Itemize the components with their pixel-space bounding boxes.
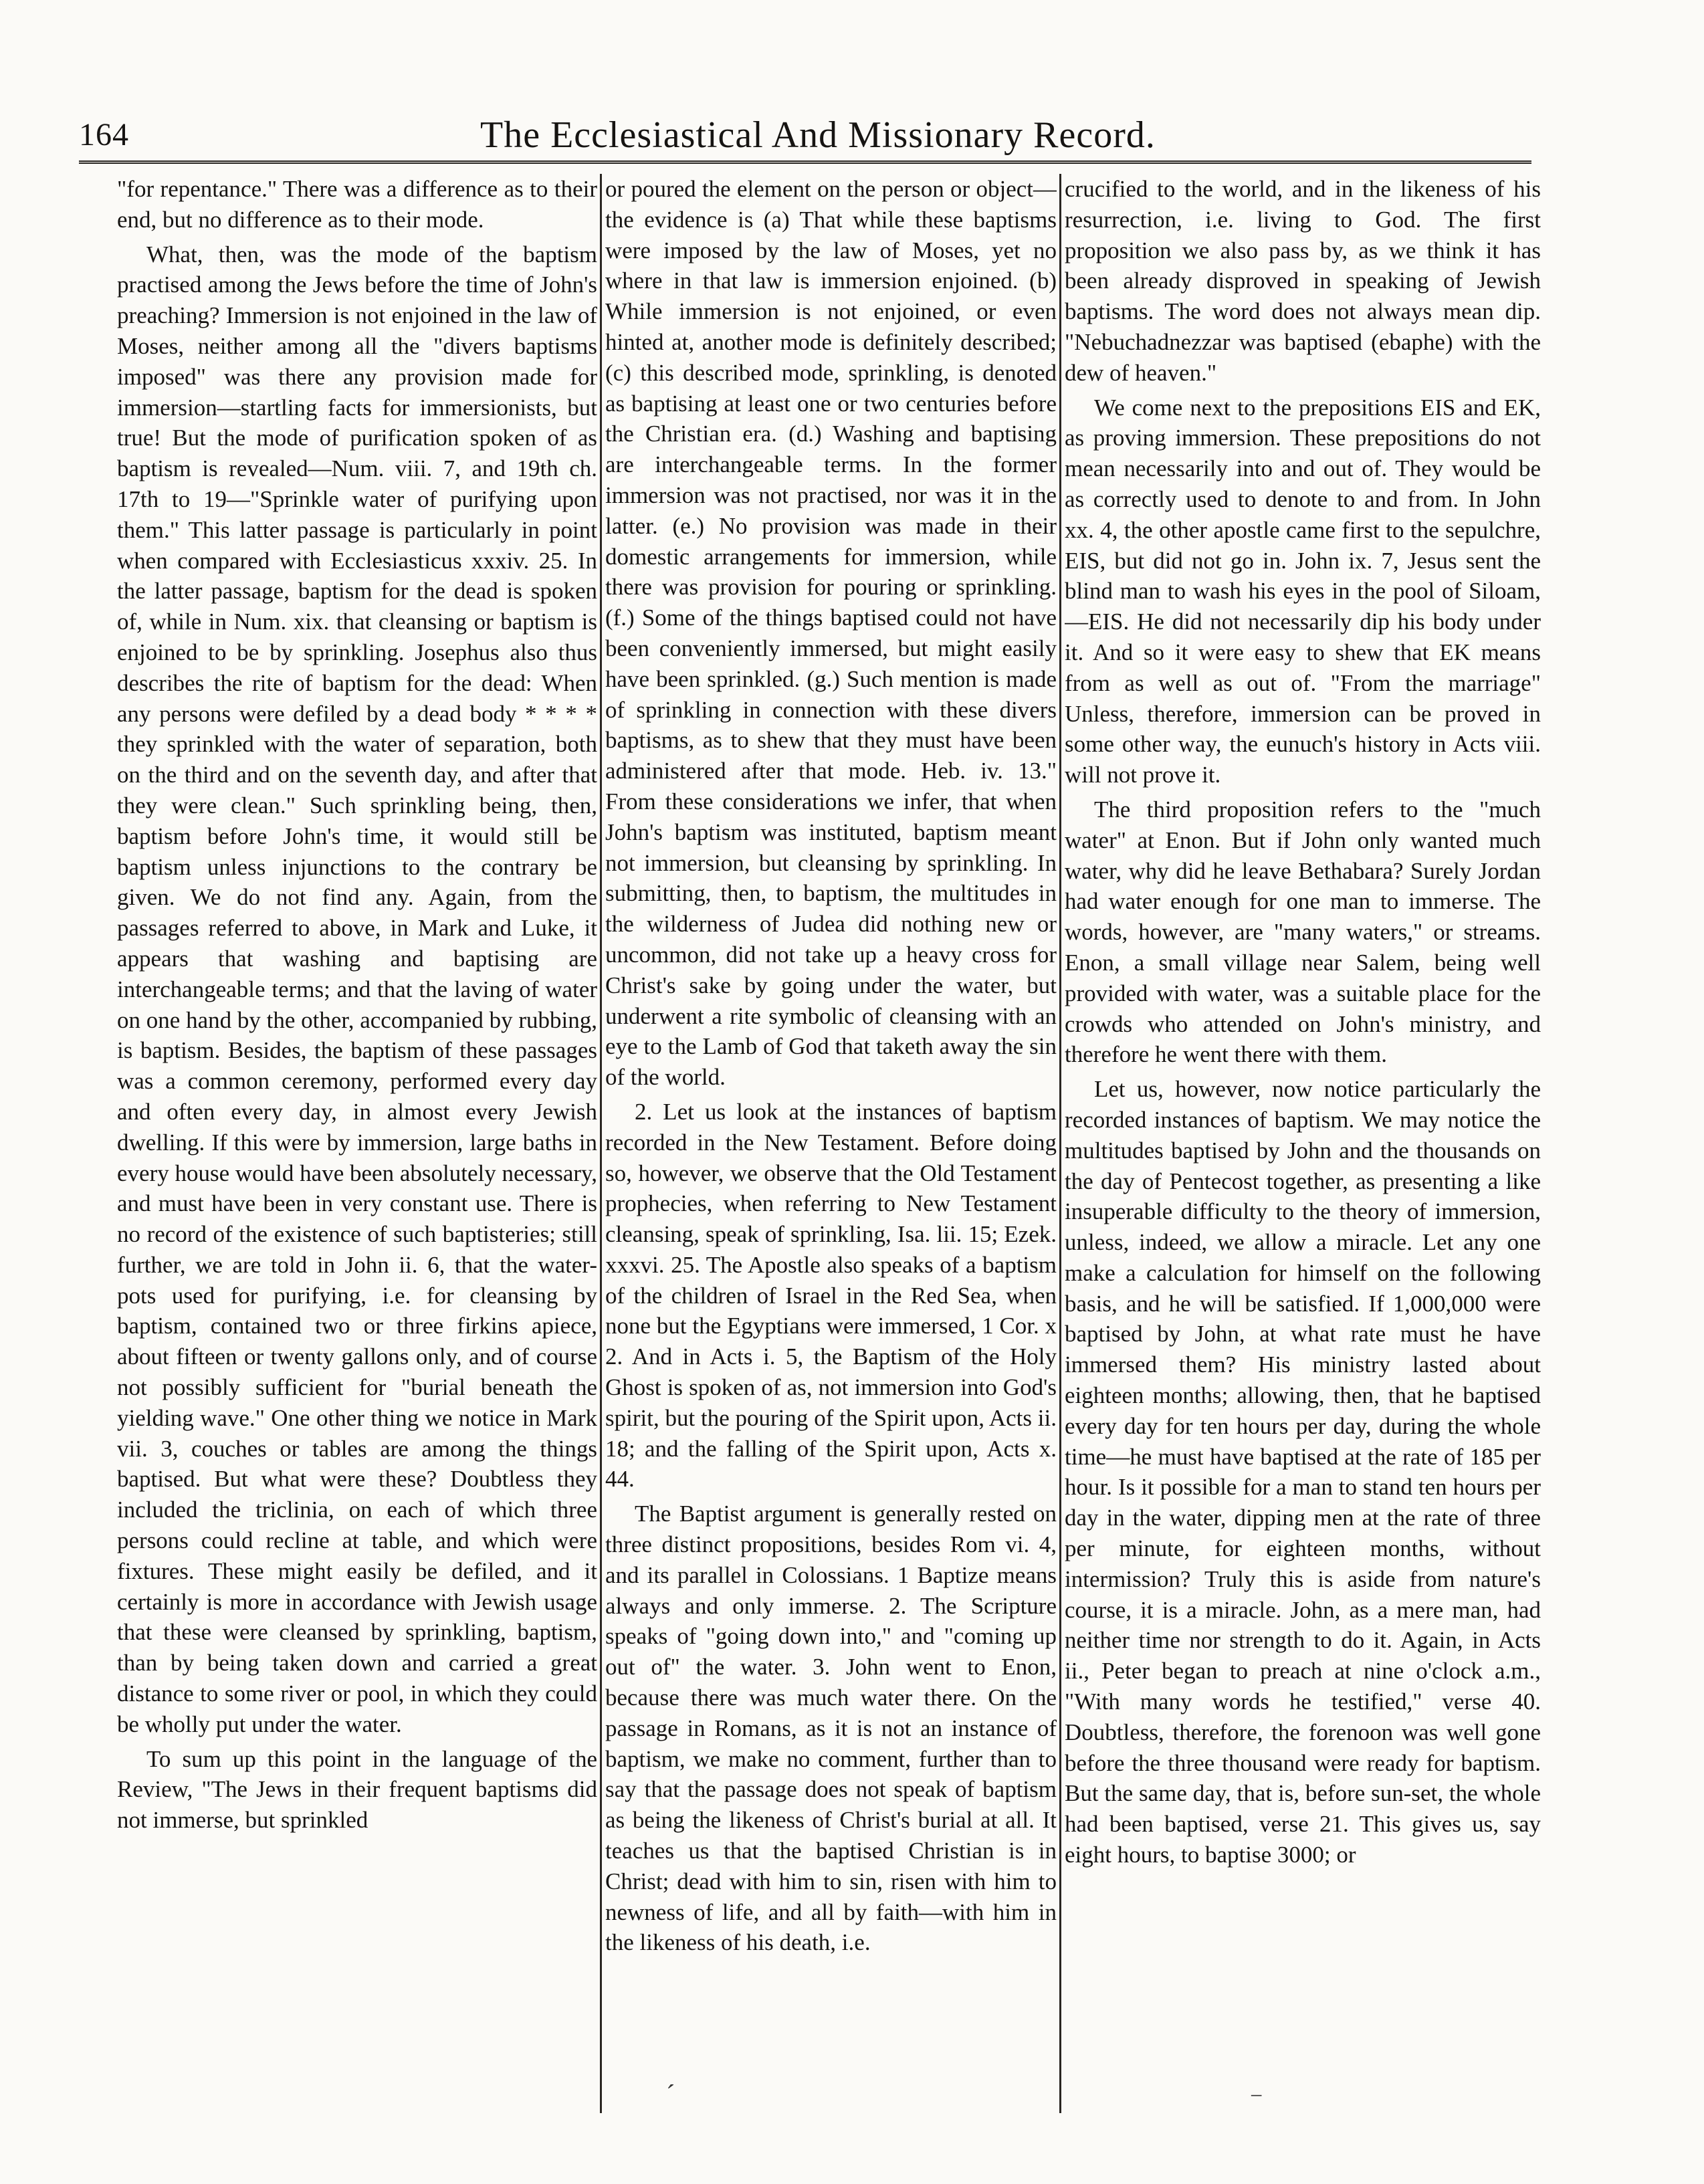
header-rule (79, 160, 1531, 164)
paragraph: Let us, however, now notice particularly the recorded instances of baptism. We may notice the multitudes baptised by John and the thousands on the day of Pentecost together, as presenting a like insuperable difficulty to the theory of immersion, unless, indeed, we allow a miracle. Let any one make a calculation for himself on the following basis, and he will be satisfied. If 1,000,000 were baptised by John, at what rate must he have immersed them? His ministry lasted about eighteen months; allowing, then, that he baptised every day for ten hours per day, during the whole time—he must have baptised at the rate of 185 per hour. Is it possible for a man to stand ten hours per day in the water, dipping men at the rate of three per minute, for eighteen months, without intermission? Truly this is aside from nature's course, it is a miracle. John, as a mere man, had neither time nor strength to do it. Again, in Acts ii., Peter began to preach at nine o'clock a.m., "With many words he testified," verse 40. Doubtless, therefore, the forenoon was well gone before the three thousand were ready for baptism. But the same day, that is, before sun-set, the whole had been baptised, verse 21. This gives us, say eight hours, to baptise 3000; or (1065, 1076, 1541, 1868)
running-header (79, 112, 1531, 166)
text-column-3 (1065, 174, 1541, 2147)
paragraph: "for repentance." There was a difference as to their end, but no difference as to their mode. (117, 176, 597, 233)
page-number: 164 (79, 117, 129, 152)
ink-speck: ´ (666, 2079, 675, 2109)
text-column-2 (605, 174, 1057, 2147)
running-title: The Ecclesiastical And Missionary Record. (480, 114, 1156, 156)
column-rule (600, 174, 602, 2113)
paragraph: To sum up this point in the language of the Review, "The Jews in their frequent baptisms did not immerse, but sprinkled (117, 1745, 597, 1834)
text-column-1 (117, 174, 597, 2147)
paragraph: We come next to the prepositions EIS and EK, as proving immersion. These prepositions do not mean necessarily into and out of. They would be as correctly used to denote to and from. In John xx. 4, the other apostle came first to the sepulchre, EIS, but did not go in. John ix. 7, Jesus sent the blind man to wash his eyes in the pool of Siloam,—EIS. He did not necessarily dip his body under it. And so it were easy to shew that EK means from as well as out of. "From the marriage" Unless, therefore, immersion can be proved in some other way, the eunuch's history in Acts viii. will not prove it. (1065, 394, 1541, 788)
paragraph: crucified to the world, and in the likeness of his resurrection, i.e. living to God. The first proposition we also pass by, as we think it has been already disproved in speaking of Jewish baptisms. The word does not always mean dip. "Nebuchadnezzar was baptised (ebaphe) with the dew of heaven." (1065, 176, 1541, 386)
ink-speck: ‾ (1252, 2092, 1261, 2122)
paragraph: 2. Let us look at the instances of baptism recorded in the New Testament. Before doing so, however, we observe that the Old Testament prophecies, when referring to New Testament cleansing, speak of sprinkling, Isa. lii. 15; Ezek. xxxvi. 25. The Apostle also speaks of a baptism of the children of Israel in the Red Sea, when none but the Egyptians were immersed, 1 Cor. x 2. And in Acts i. 5, the Baptism of the Holy Ghost is spoken of as, not immersion into God's spirit, but the pouring of the Spirit upon, Acts ii. 18; and the falling of the Spirit upon, Acts x. 44. (605, 1098, 1057, 1493)
paragraph: or poured the element on the person or object—the evidence is (a) That while these baptisms were imposed by the law of Moses, yet no where in that law is immersion enjoined. (b) While immersion is not enjoined, or even hinted at, another mode is definitely described; (c) this described mode, sprinkling, is denoted as baptising at least one or two centuries before the Christian era. (d.) Washing and baptising are interchangeable terms. In the former immersion was not practised, nor was it in the latter. (e.) No provision was made in their domestic arrangements for immersion, while there was provision for pouring or sprinkling. (f.) Some of the things baptised could not have been conveniently immersed, but might easily have been sprinkled. (g.) Such mention is made of sprinkling in connection with these divers baptisms, as to shew that they must have been administered after that mode. Heb. iv. 13." From these considerations we infer, that when John's baptism was instituted, baptism meant not immersion, but cleansing by sprinkling. In submitting, then, to baptism, the multitudes in the wilderness of Judea did nothing new or uncommon, did not take up a heavy cross for Christ's sake by going under the water, but underwent a rite symbolic of cleansing with an eye to the Lamb of God that taketh away the sin of the world. (605, 176, 1057, 1091)
column-rule (1059, 174, 1061, 2113)
paragraph: What, then, was the mode of the baptism practised among the Jews before the time of John's preaching? Immersion is not enjoined in the law of Moses, neither among all the "divers baptisms imposed" was there any provision made for immersion—startling facts for immersionists, but true! But the mode of purification spoken of as baptism is revealed—Num. viii. 7, and 19th ch. 17th to 19—"Sprinkle water of purifying upon them." This latter passage is particularly in point when compared with Ecclesiasticus xxxiv. 25. In the latter passage, baptism for the dead is spoken of, while in Num. xix. that cleansing or baptism is enjoined to be by sprinkling. Josephus also thus describes the rite of baptism for the dead: When any persons were defiled by a dead body * * * * they sprinkled with the water of separation, both on the third and on the seventh day, and after that they were clean." Such sprinkling being, then, baptism before John's time, it would still be baptism unless injunctions to the contrary be given. We do not find any. Again, from the passages referred to above, in Mark and Luke, it appears that washing and baptising are interchangeable terms; and that the laving of water on one hand by the other, accompanied by rubbing, is baptism. Besides, the baptism of these passages was a common ceremony, performed every day and often every day, in almost every Jewish dwelling. If this were by immersion, large baths in every house would have been absolutely necessary, and must have been in very constant use. There is no record of the existence of such baptisteries; still further, we are told in John ii. 6, that the water-pots used for purifying, i.e. for cleansing by baptism, contained two or three firkins apiece, about fifteen or twenty gallons only, and of course not possibly sufficient for "burial beneath the yielding wave." One other thing we notice in Mark vii. 3, couches or tables are among the things baptised. But what were these? Doubtless they included the triclinia, on each of which three persons could recline at table, and which were fixtures. These might easily be defiled, and it certainly is more in accordance with Jewish usage that these were cleansed by sprinkling, baptism, than by being taken down and carried a great distance to some river or pool, in which they could be wholly put under the water. (117, 241, 597, 1737)
paragraph: The third proposition refers to the "much water" at Enon. But if John only wanted much water, why did he leave Bethabara? Surely Jordan had water enough for one man to immerse. The words, however, are "many waters," or streams. Enon, a small village near Salem, being well provided with water, was a suitable place for the crowds who attended on John's ministry, and therefore he went there with them. (1065, 796, 1541, 1068)
paragraph: The Baptist argument is generally rested on three distinct propositions, besides Rom vi. 4, and its parallel in Colossians. 1 Baptize means always and only immerse. 2. The Scripture speaks of "going down into," and "coming up out of" the water. 3. John went to Enon, because there was much water there. On the passage in Romans, as it is not an instance of baptism, we make no comment, further than to say that the passage does not speak of baptism as being the likeness of Christ's burial at all. It teaches us that the baptised Christian is in Christ; dead with him to sin, risen with him to newness of life, and all by faith—with him in the likeness of his death, i.e. (605, 1501, 1057, 1956)
